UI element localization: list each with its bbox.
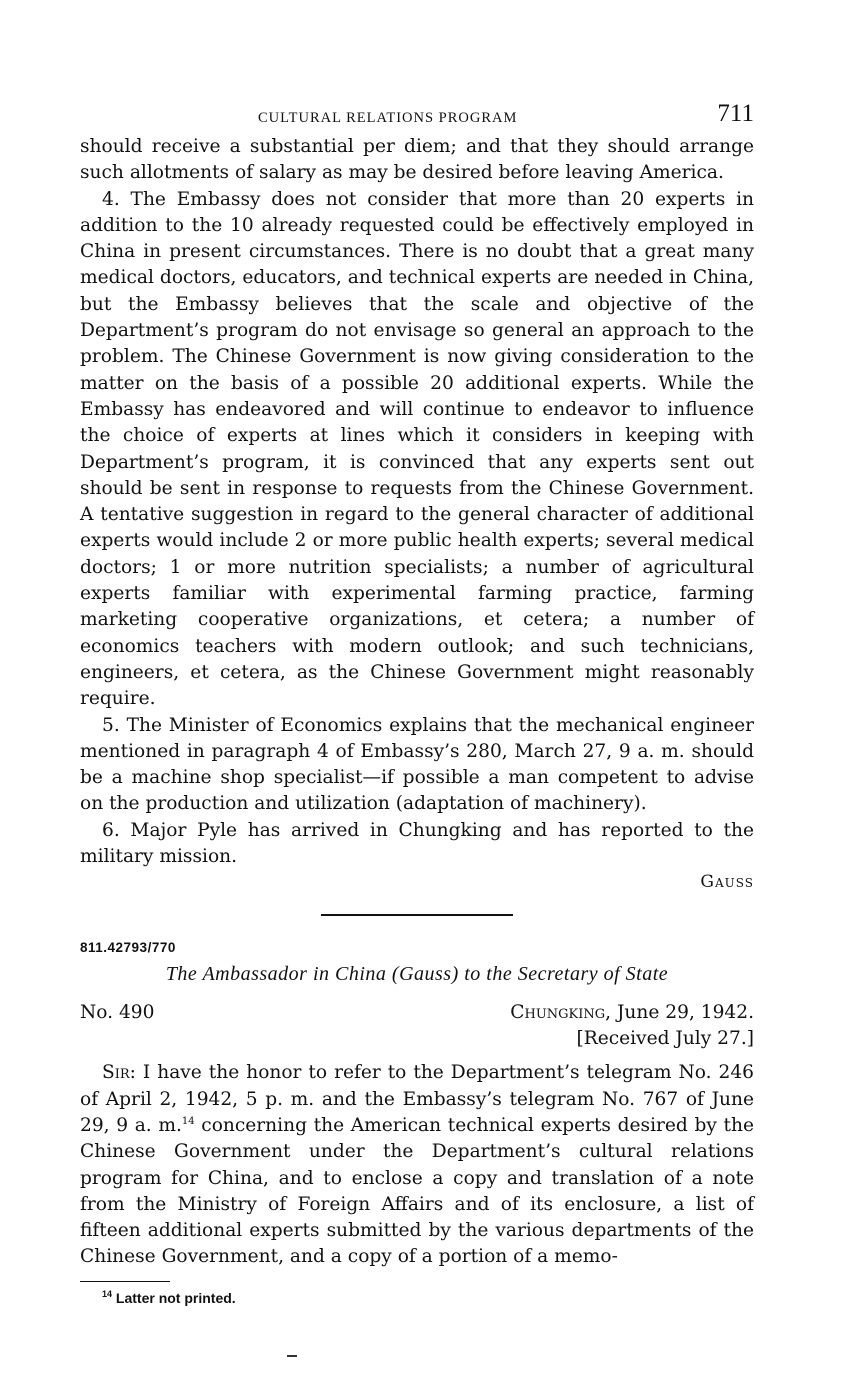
document-number: No. 490 (80, 1002, 155, 1024)
continuation-paragraph: should receive a substantial per diem; and that they should arrange such allotments of salary as may be desired before leaving America. (80, 136, 754, 184)
body-text (80, 134, 754, 870)
footnote (102, 1290, 754, 1306)
letter-paragraph (80, 1060, 754, 1270)
section-divider (321, 914, 513, 916)
salutation: Sir: (102, 1062, 136, 1084)
page-mark (287, 1355, 297, 1357)
paragraph-4: 4. The Embassy does not consider that more than 20 experts in addition to the 10 already requested could be effectively employed in China in present circumstances. There is no doubt that a great many medical doctors, educators, and technical experts are needed in China, but the Embassy believes that the scale and objective of the Department’s program do not envisage so general an approach to the problem. The Chinese Government is now giving consideration to the matter on the basis of a possible 20 additional experts. While the Embassy has endeavored and will continue to endeavor to influence the choice of experts at lines which it considers in keeping with Department’s program, it is convinced that any experts sent out should be sent in response to requests from the Chinese Government. A tentative suggestion in regard to the general character of additional experts would include 2 or more public health experts; several medical doctors; 1 or more nutrition specialists; a number of agricultural experts familiar with experimental farming practice, farming marketing cooperative organizations, et cetera; a number of economics teachers with modern outlook; and such technicians, engineers, et cetera, as the Chinese Government might reasonably require. (80, 188, 754, 710)
document-page (80, 100, 754, 1306)
date: June 29, 1942. (616, 1002, 754, 1024)
footnote-marker: 14 (102, 1288, 113, 1299)
signature: Gauss (700, 872, 754, 893)
dateline (80, 1000, 754, 1052)
footnote-text: Latter not printed. (115, 1289, 236, 1306)
running-title: CULTURAL RELATIONS PROGRAM (258, 110, 518, 126)
footnote-reference: 14 (181, 1115, 195, 1127)
page-number: 711 (717, 100, 754, 127)
footnote-divider (80, 1281, 170, 1282)
place: Chungking, (510, 1002, 612, 1024)
document-heading: The Ambassador in China (Gauss) to the Secretary of State (165, 963, 669, 986)
letter-text-part2: concerning the American technical experts desired by the Chinese Government under the Department’s cultural relations program for China, and to enclose a copy and translation of a note from the Ministry of Foreign Affairs and of its enclosure, a list of fifteen additional experts submitted by the various departments of the Chinese Government, and a copy of a portion of a memo- (80, 1114, 754, 1268)
place-date (510, 1000, 754, 1026)
letter-text-part1: I have the honor to refer to the Department’s telegram No. 246 of April 2, 1942, 5 p. m. and the Embassy’s telegram No. 767 of June 29, 9 a. m. (80, 1062, 754, 1136)
received-date: [Received July 27.] (576, 1028, 754, 1050)
paragraph-6: 6. Major Pyle has arrived in Chungking and has reported to the military mission. (80, 819, 754, 868)
paragraph-5: 5. The Minister of Economics explains that the mechanical engineer mentioned in paragraph 4 of Embassy’s 280, March 27, 9 a. m. should be a machine shop specialist—if possible a man competent to advise on the production and utilization (adaptation of machinery). (80, 714, 754, 815)
letter-body (80, 1060, 754, 1270)
running-head (80, 100, 754, 134)
file-number: 811.42793/770 (80, 940, 176, 956)
